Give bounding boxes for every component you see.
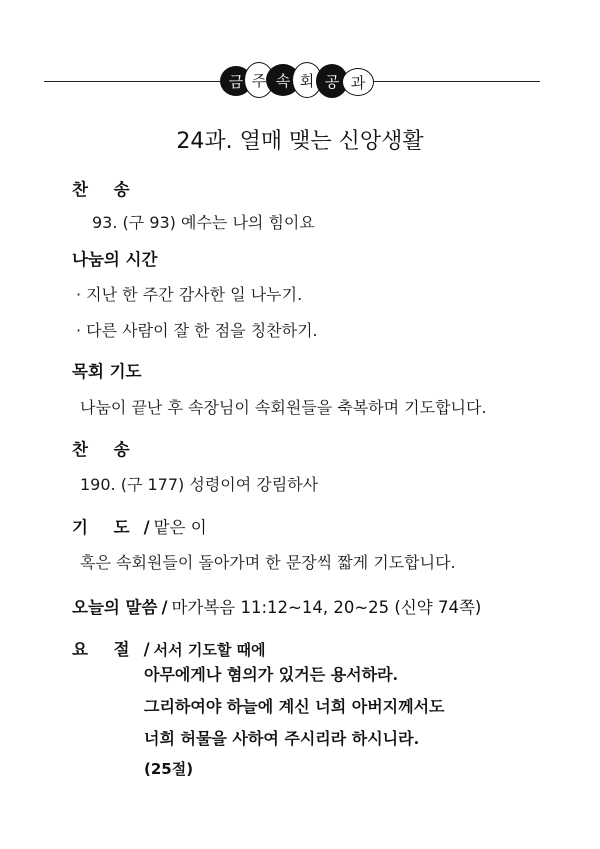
sharing-heading: 나눔의 시간 — [72, 250, 158, 269]
banner-rule-right — [372, 81, 540, 82]
banner-pill-group — [220, 60, 376, 104]
hymn1-heading: 찬 송 — [72, 180, 140, 199]
key-verse-line: 그리하여야 하늘에 계신 너희 아버지께서도 — [144, 697, 445, 716]
hymn1-text: 93. (구 93) 예수는 나의 힘이요 — [92, 213, 315, 232]
banner-rule-left — [44, 81, 222, 82]
scripture-heading: 오늘의 말씀 / 마가복음 11:12~14, 20~25 (신약 74쪽) — [72, 598, 482, 617]
sharing-item: · 지난 한 주간 감사한 일 나누기. — [76, 285, 303, 304]
header-banner — [0, 60, 600, 104]
prayer-text: 혹은 속회원들이 돌아가며 한 문장씩 짧게 기도합니다. — [80, 553, 456, 572]
sharing-item: · 다른 사람이 잘 한 점을 칭찬하기. — [76, 321, 318, 340]
group-prayer-text: 나눔이 끝난 후 속장님이 속회원들을 축복하며 기도합니다. — [80, 398, 487, 417]
key-verse-line: 너희 허물을 사하여 주시리라 하시니라. — [144, 729, 420, 748]
key-verse-reference: (25절) — [144, 760, 194, 778]
group-prayer-heading: 목회 기도 — [72, 362, 142, 381]
key-verse-line: 아무에게나 혐의가 있거든 용서하라. — [144, 665, 399, 684]
prayer-heading: 기 도 / 맡은 이 — [72, 518, 207, 537]
banner-pill: 과 — [342, 68, 374, 96]
banner-pill: 공 — [316, 64, 348, 98]
hymn2-heading: 찬 송 — [72, 440, 140, 459]
banner-pill: 금 — [220, 66, 252, 96]
banner-pill: 회 — [292, 62, 322, 98]
key-verse-heading: 요 절 / 서서 기도할 때에 — [72, 640, 266, 659]
hymn2-text: 190. (구 177) 성령이여 강림하사 — [80, 475, 319, 494]
banner-pill: 속 — [266, 64, 300, 96]
banner-pill: 주 — [244, 62, 274, 98]
page-title: 24과. 열매 맺는 신앙생활 — [176, 129, 424, 154]
